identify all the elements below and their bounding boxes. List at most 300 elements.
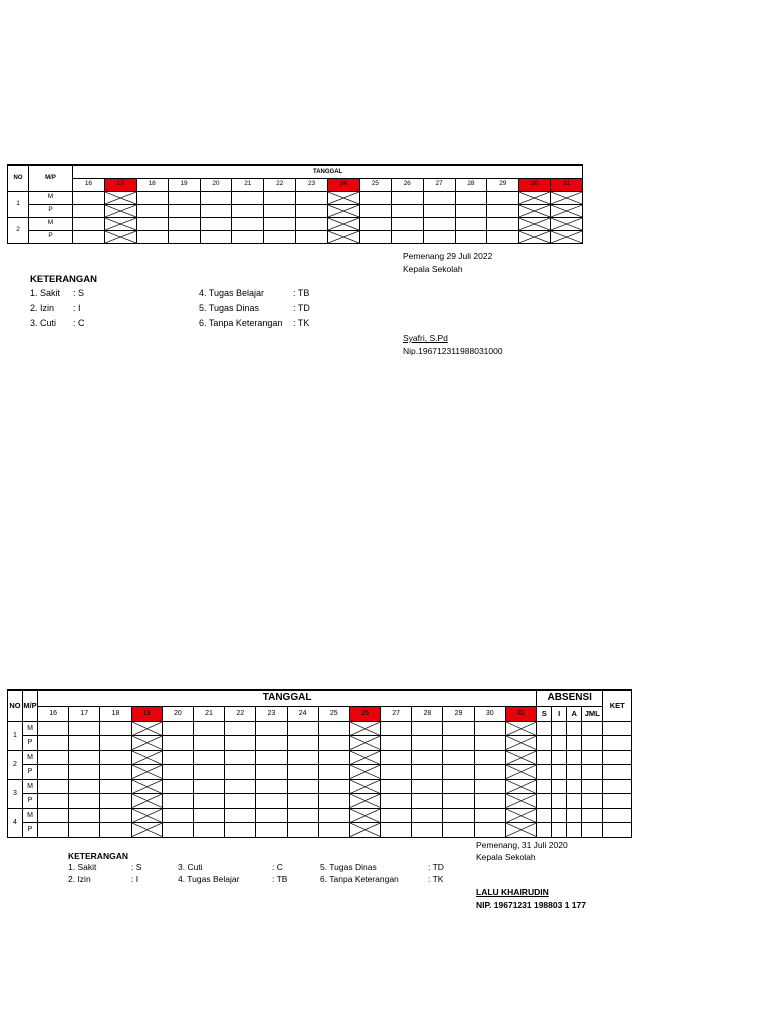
absensi-cell[interactable]	[552, 750, 567, 765]
absensi-cell[interactable]	[567, 750, 582, 765]
attendance-cell[interactable]	[519, 217, 551, 230]
absensi-cell[interactable]	[582, 765, 603, 780]
ket-cell[interactable]	[603, 721, 632, 736]
attendance-cell[interactable]	[318, 808, 349, 823]
attendance-cell[interactable]	[136, 217, 168, 230]
attendance-cell[interactable]	[487, 204, 519, 217]
attendance-cell[interactable]	[287, 779, 318, 794]
attendance-cell[interactable]	[136, 230, 168, 243]
attendance-cell[interactable]	[131, 736, 162, 751]
day-header: 26	[349, 706, 380, 721]
attendance-cell[interactable]	[225, 779, 256, 794]
attendance-cell[interactable]	[349, 736, 380, 751]
attendance-cell[interactable]	[162, 794, 193, 809]
attendance-cell[interactable]	[131, 750, 162, 765]
attendance-cell[interactable]	[193, 765, 224, 780]
absensi-cell[interactable]	[567, 794, 582, 809]
footer-place-date: Pemenang, 31 Juli 2020	[476, 840, 568, 850]
attendance-cell[interactable]	[38, 779, 69, 794]
absensi-cell[interactable]	[552, 736, 567, 751]
attendance-cell[interactable]	[328, 191, 360, 204]
attendance-cell[interactable]	[349, 779, 380, 794]
row-number: 1	[8, 721, 23, 750]
absensi-cell[interactable]	[537, 765, 552, 780]
attendance-cell[interactable]	[519, 204, 551, 217]
day-header: 25	[318, 706, 349, 721]
attendance-cell[interactable]	[200, 217, 232, 230]
row-label-p: P	[23, 823, 38, 838]
attendance-cell[interactable]	[423, 191, 455, 204]
footer-legend-code: : S	[131, 862, 142, 872]
attendance-cell[interactable]	[381, 750, 412, 765]
attendance-cell[interactable]	[256, 765, 287, 780]
attendance-cell[interactable]	[505, 736, 536, 751]
attendance-cell[interactable]	[505, 794, 536, 809]
attendance-cell[interactable]	[168, 204, 200, 217]
legend-item-code: : TD	[293, 303, 310, 313]
column-header-no: NO	[8, 690, 23, 721]
attendance-cell[interactable]	[69, 823, 100, 838]
attendance-cell[interactable]	[328, 217, 360, 230]
attendance-cell[interactable]	[443, 808, 474, 823]
ket-cell[interactable]	[603, 779, 632, 794]
attendance-cell[interactable]	[193, 823, 224, 838]
attendance-cell[interactable]	[100, 765, 131, 780]
attendance-cell[interactable]	[69, 779, 100, 794]
attendance-cell[interactable]	[100, 721, 131, 736]
attendance-cell[interactable]	[412, 765, 443, 780]
ket-cell[interactable]	[603, 808, 632, 823]
day-header: 19	[131, 706, 162, 721]
attendance-cell[interactable]	[100, 823, 131, 838]
attendance-cell[interactable]	[131, 823, 162, 838]
attendance-cell[interactable]	[225, 794, 256, 809]
absensi-cell[interactable]	[567, 765, 582, 780]
day-header: 22	[264, 178, 296, 191]
cross-mark-icon	[350, 751, 380, 765]
attendance-cell[interactable]	[349, 808, 380, 823]
legend-item-code: : TB	[293, 288, 310, 298]
attendance-cell[interactable]	[551, 204, 583, 217]
cross-mark-icon	[328, 192, 359, 204]
ket-cell[interactable]	[603, 794, 632, 809]
attendance-cell[interactable]	[168, 217, 200, 230]
attendance-cell[interactable]	[318, 823, 349, 838]
attendance-cell[interactable]	[505, 750, 536, 765]
attendance-cell[interactable]	[412, 721, 443, 736]
attendance-cell[interactable]	[443, 765, 474, 780]
legend-item-code: : S	[73, 288, 85, 298]
attendance-cell[interactable]	[193, 779, 224, 794]
attendance-cell[interactable]	[136, 191, 168, 204]
absensi-cell[interactable]	[537, 823, 552, 838]
day-header: 30	[519, 178, 551, 191]
footer-legend-label: 5. Tugas Dinas	[320, 862, 377, 872]
attendance-cell[interactable]	[381, 794, 412, 809]
ket-cell[interactable]	[603, 750, 632, 765]
ket-cell[interactable]	[603, 736, 632, 751]
attendance-cell[interactable]	[381, 765, 412, 780]
attendance-cell[interactable]	[474, 823, 505, 838]
absensi-cell[interactable]	[537, 808, 552, 823]
attendance-cell[interactable]	[193, 750, 224, 765]
footer-legend-label: 2. Izin	[68, 874, 91, 884]
day-header: 23	[256, 706, 287, 721]
day-header: 23	[296, 178, 328, 191]
attendance-cell[interactable]	[131, 765, 162, 780]
attendance-cell[interactable]	[225, 736, 256, 751]
attendance-cell[interactable]	[443, 750, 474, 765]
attendance-cell[interactable]	[225, 721, 256, 736]
attendance-cell[interactable]	[69, 750, 100, 765]
footer-legend-code: : TK	[428, 874, 444, 884]
attendance-cell[interactable]	[443, 823, 474, 838]
ket-cell[interactable]	[603, 765, 632, 780]
attendance-cell[interactable]	[412, 808, 443, 823]
cross-mark-icon	[132, 736, 162, 750]
attendance-cell[interactable]	[200, 230, 232, 243]
attendance-cell[interactable]	[264, 204, 296, 217]
absensi-cell[interactable]	[552, 779, 567, 794]
absensi-cell[interactable]	[582, 823, 603, 838]
attendance-cell[interactable]	[162, 779, 193, 794]
attendance-cell[interactable]	[474, 779, 505, 794]
attendance-cell[interactable]	[287, 750, 318, 765]
cross-mark-icon	[506, 751, 536, 765]
column-header-mp: M/P	[23, 690, 38, 721]
attendance-cell[interactable]	[256, 736, 287, 751]
attendance-cell[interactable]	[455, 230, 487, 243]
attendance-cell[interactable]	[318, 721, 349, 736]
day-header: 18	[136, 178, 168, 191]
row-label-m: M	[23, 750, 38, 765]
row-number: 2	[8, 750, 23, 779]
attendance-cell[interactable]	[318, 765, 349, 780]
day-header: 29	[443, 706, 474, 721]
attendance-cell[interactable]	[131, 721, 162, 736]
header-absensi: ABSENSI	[537, 690, 603, 706]
day-header: 25	[359, 178, 391, 191]
absensi-cell[interactable]	[552, 808, 567, 823]
attendance-cell[interactable]	[100, 750, 131, 765]
attendance-cell[interactable]	[412, 736, 443, 751]
attendance-cell[interactable]	[73, 217, 105, 230]
attendance-cell[interactable]	[225, 808, 256, 823]
attendance-cell[interactable]	[474, 794, 505, 809]
attendance-cell[interactable]	[412, 779, 443, 794]
attendance-cell[interactable]	[287, 721, 318, 736]
legend-item-label: 2. Izin	[30, 303, 55, 313]
attendance-cell[interactable]	[412, 750, 443, 765]
legend-item-code: : I	[73, 303, 81, 313]
absensi-cell[interactable]	[537, 779, 552, 794]
attendance-cell[interactable]	[287, 808, 318, 823]
row-label-p: P	[29, 204, 73, 217]
attendance-cell[interactable]	[162, 808, 193, 823]
attendance-cell[interactable]	[551, 230, 583, 243]
attendance-cell[interactable]	[349, 750, 380, 765]
legend-item-label: 1. Sakit	[30, 288, 61, 298]
column-header-no: NO	[8, 165, 29, 191]
attendance-cell[interactable]	[296, 191, 328, 204]
attendance-cell[interactable]	[264, 230, 296, 243]
attendance-cell[interactable]	[359, 230, 391, 243]
attendance-cell[interactable]	[443, 779, 474, 794]
attendance-cell[interactable]	[38, 823, 69, 838]
attendance-cell[interactable]	[69, 808, 100, 823]
cross-mark-icon	[506, 794, 536, 808]
absensi-cell[interactable]	[567, 736, 582, 751]
cross-mark-icon	[519, 192, 550, 204]
attendance-cell[interactable]	[455, 217, 487, 230]
attendance-cell[interactable]	[232, 191, 264, 204]
header-tanggal: TANGGAL	[38, 690, 537, 706]
attendance-cell[interactable]	[104, 217, 136, 230]
attendance-cell[interactable]	[296, 230, 328, 243]
absensi-cell[interactable]	[552, 823, 567, 838]
attendance-cell[interactable]	[391, 204, 423, 217]
absensi-cell[interactable]	[582, 808, 603, 823]
day-header: 27	[381, 706, 412, 721]
absensi-cell[interactable]	[582, 721, 603, 736]
attendance-cell[interactable]	[381, 823, 412, 838]
attendance-cell[interactable]	[73, 191, 105, 204]
attendance-cell[interactable]	[296, 217, 328, 230]
absensi-cell[interactable]	[537, 721, 552, 736]
attendance-cell[interactable]	[287, 736, 318, 751]
attendance-cell[interactable]	[162, 750, 193, 765]
attendance-cell[interactable]	[69, 736, 100, 751]
attendance-cell[interactable]	[168, 230, 200, 243]
attendance-cell[interactable]	[162, 721, 193, 736]
row-label-m: M	[23, 721, 38, 736]
attendance-cell[interactable]	[162, 736, 193, 751]
absensi-cell[interactable]	[537, 750, 552, 765]
legend-item-code: : TK	[293, 318, 310, 328]
absensi-cell[interactable]	[582, 750, 603, 765]
attendance-cell[interactable]	[256, 721, 287, 736]
attendance-cell[interactable]	[551, 217, 583, 230]
attendance-cell[interactable]	[264, 217, 296, 230]
attendance-cell[interactable]	[193, 721, 224, 736]
attendance-cell[interactable]	[100, 779, 131, 794]
footer-legend-code: : I	[131, 874, 139, 884]
attendance-cell[interactable]	[455, 191, 487, 204]
row-label-m: M	[23, 808, 38, 823]
attendance-cell[interactable]	[256, 794, 287, 809]
attendance-cell[interactable]	[391, 217, 423, 230]
attendance-cell[interactable]	[412, 794, 443, 809]
row-label-m: M	[23, 779, 38, 794]
attendance-cell[interactable]	[474, 808, 505, 823]
attendance-cell[interactable]	[104, 230, 136, 243]
day-header: 21	[232, 178, 264, 191]
attendance-cell[interactable]	[412, 823, 443, 838]
attendance-cell[interactable]	[328, 230, 360, 243]
attendance-cell[interactable]	[287, 823, 318, 838]
absensi-cell[interactable]	[582, 736, 603, 751]
absensi-cell[interactable]	[552, 765, 567, 780]
attendance-cell[interactable]	[104, 204, 136, 217]
attendance-cell[interactable]	[318, 736, 349, 751]
attendance-cell[interactable]	[381, 808, 412, 823]
attendance-cell[interactable]	[505, 808, 536, 823]
attendance-cell[interactable]	[256, 779, 287, 794]
footer-legend-label: 4. Tugas Belajar	[178, 874, 240, 884]
ket-cell[interactable]	[603, 823, 632, 838]
attendance-cell[interactable]	[287, 765, 318, 780]
attendance-cell[interactable]	[232, 230, 264, 243]
absensi-cell[interactable]	[567, 779, 582, 794]
absensi-cell[interactable]	[567, 823, 582, 838]
attendance-cell[interactable]	[193, 808, 224, 823]
attendance-cell[interactable]	[443, 794, 474, 809]
attendance-cell[interactable]	[359, 217, 391, 230]
attendance-cell[interactable]	[474, 765, 505, 780]
attendance-cell[interactable]	[474, 721, 505, 736]
attendance-cell[interactable]	[505, 721, 536, 736]
absensi-cell[interactable]	[537, 794, 552, 809]
attendance-cell[interactable]	[359, 191, 391, 204]
attendance-cell[interactable]	[232, 217, 264, 230]
footer-position: Kepala Sekolah	[476, 852, 536, 862]
cross-mark-icon	[328, 205, 359, 217]
absensi-cell[interactable]	[567, 808, 582, 823]
row-label-p: P	[23, 736, 38, 751]
attendance-cell[interactable]	[381, 736, 412, 751]
attendance-cell[interactable]	[287, 794, 318, 809]
attendance-cell[interactable]	[519, 230, 551, 243]
attendance-cell[interactable]	[519, 191, 551, 204]
attendance-cell[interactable]	[349, 794, 380, 809]
attendance-cell[interactable]	[162, 823, 193, 838]
attendance-cell[interactable]	[474, 736, 505, 751]
attendance-cell[interactable]	[69, 721, 100, 736]
attendance-cell[interactable]	[200, 191, 232, 204]
cross-mark-icon	[350, 780, 380, 794]
attendance-cell[interactable]	[225, 765, 256, 780]
attendance-cell[interactable]	[131, 794, 162, 809]
attendance-cell[interactable]	[318, 750, 349, 765]
day-header: 27	[423, 178, 455, 191]
attendance-cell[interactable]	[69, 794, 100, 809]
attendance-cell[interactable]	[38, 721, 69, 736]
legend-item-label: 6. Tanpa Keterangan	[199, 318, 283, 328]
attendance-cell[interactable]	[391, 191, 423, 204]
attendance-cell[interactable]	[318, 794, 349, 809]
day-header: 31	[505, 706, 536, 721]
attendance-cell[interactable]	[505, 823, 536, 838]
attendance-cell[interactable]	[423, 217, 455, 230]
attendance-cell[interactable]	[256, 750, 287, 765]
attendance-cell[interactable]	[328, 204, 360, 217]
attendance-cell[interactable]	[381, 721, 412, 736]
attendance-cell[interactable]	[131, 779, 162, 794]
attendance-cell[interactable]	[349, 721, 380, 736]
attendance-cell[interactable]	[38, 765, 69, 780]
attendance-cell[interactable]	[38, 736, 69, 751]
attendance-cell[interactable]	[296, 204, 328, 217]
attendance-cell[interactable]	[455, 204, 487, 217]
absensi-cell[interactable]	[552, 721, 567, 736]
attendance-cell[interactable]	[487, 217, 519, 230]
attendance-cell[interactable]	[359, 204, 391, 217]
footer-legend-label: 3. Cuti	[178, 862, 203, 872]
attendance-cell[interactable]	[349, 823, 380, 838]
cross-mark-icon	[506, 736, 536, 750]
attendance-cell[interactable]	[487, 191, 519, 204]
attendance-cell[interactable]	[505, 765, 536, 780]
attendance-cell[interactable]	[131, 808, 162, 823]
attendance-cell[interactable]	[505, 779, 536, 794]
attendance-cell[interactable]	[381, 779, 412, 794]
day-header: 19	[168, 178, 200, 191]
attendance-cell[interactable]	[104, 191, 136, 204]
attendance-cell[interactable]	[100, 794, 131, 809]
attendance-cell[interactable]	[474, 750, 505, 765]
attendance-cell[interactable]	[443, 736, 474, 751]
attendance-cell[interactable]	[136, 204, 168, 217]
attendance-cell[interactable]	[391, 230, 423, 243]
signature-position: Kepala Sekolah	[403, 264, 463, 274]
attendance-cell[interactable]	[73, 230, 105, 243]
cross-mark-icon	[105, 218, 136, 230]
signature-place-date: Pemenang 29 Juli 2022	[403, 251, 493, 261]
absensi-cell[interactable]	[582, 779, 603, 794]
attendance-cell[interactable]	[232, 204, 264, 217]
cross-mark-icon	[506, 780, 536, 794]
attendance-cell[interactable]	[256, 808, 287, 823]
attendance-cell[interactable]	[423, 204, 455, 217]
attendance-cell[interactable]	[69, 765, 100, 780]
day-header: 22	[225, 706, 256, 721]
header-ket: KET	[603, 690, 632, 721]
attendance-cell[interactable]	[73, 204, 105, 217]
attendance-cell[interactable]	[225, 823, 256, 838]
row-label-m: M	[29, 191, 73, 204]
attendance-cell[interactable]	[551, 191, 583, 204]
legend-item-label: 3. Cuti	[30, 318, 57, 328]
day-header: 28	[412, 706, 443, 721]
attendance-cell[interactable]	[200, 204, 232, 217]
attendance-cell[interactable]	[168, 191, 200, 204]
attendance-cell[interactable]	[38, 808, 69, 823]
attendance-cell[interactable]	[162, 765, 193, 780]
attendance-cell[interactable]	[100, 736, 131, 751]
attendance-cell[interactable]	[38, 794, 69, 809]
attendance-cell[interactable]	[193, 736, 224, 751]
day-header: 16	[73, 178, 105, 191]
absensi-cell[interactable]	[567, 721, 582, 736]
day-header: 20	[162, 706, 193, 721]
attendance-cell[interactable]	[264, 191, 296, 204]
absensi-cell[interactable]	[582, 794, 603, 809]
attendance-cell[interactable]	[225, 750, 256, 765]
attendance-cell[interactable]	[443, 721, 474, 736]
attendance-cell[interactable]	[318, 779, 349, 794]
attendance-cell[interactable]	[38, 750, 69, 765]
attendance-cell[interactable]	[487, 230, 519, 243]
attendance-cell[interactable]	[423, 230, 455, 243]
attendance-cell[interactable]	[193, 794, 224, 809]
attendance-cell[interactable]	[349, 765, 380, 780]
absensi-cell[interactable]	[552, 794, 567, 809]
absensi-cell[interactable]	[537, 736, 552, 751]
attendance-cell[interactable]	[256, 823, 287, 838]
attendance-cell[interactable]	[100, 808, 131, 823]
cross-mark-icon	[506, 765, 536, 779]
cross-mark-icon	[132, 780, 162, 794]
